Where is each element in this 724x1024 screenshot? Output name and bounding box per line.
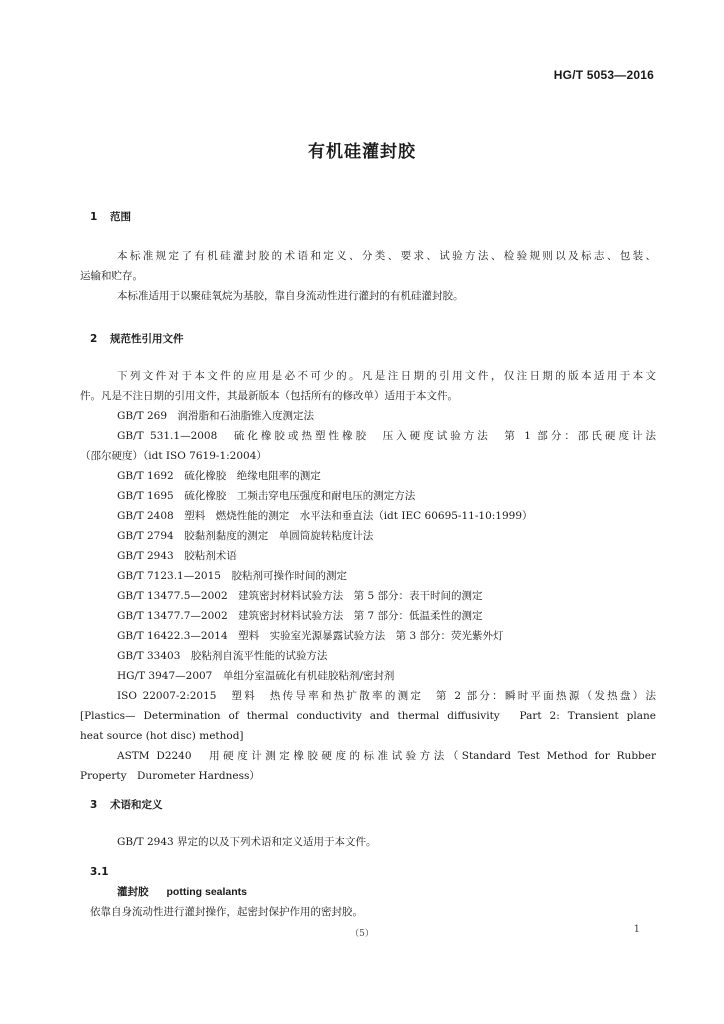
- reference-item: GB/T 13477.5—2002 建筑密封材料试验方法 第 5 部分：表干时间的测定: [117, 590, 483, 602]
- reference-item: GB/T 2943 胶粘剂术语: [117, 550, 237, 562]
- reference-item: GB/T 2408 塑料 燃烧性能的测定 水平法和垂直法（idt IEC 60695-11-10:1999）: [117, 510, 533, 522]
- footer-page-number: 1: [633, 924, 640, 935]
- reference-item: GB/T 1692 硫化橡胶 绝缘电阻率的测定: [117, 470, 321, 482]
- reference-item: GB/T 531.1—2008 硫化橡胶或热塑性橡胶 压入硬度试验方法 第 1 部分：邵氏硬度计法: [117, 430, 656, 442]
- standard-number: HG/T 5053—2016: [553, 68, 654, 82]
- reference-item: GB/T 33403 胶粘剂自流平性能的试验方法: [117, 650, 328, 662]
- section-title: 范围: [110, 211, 131, 223]
- reference-item-cont: Property Durometer Hardness）: [80, 770, 260, 782]
- reference-item: ASTM D2240 用硬度计测定橡胶硬度的标准试验方法（Standard Test Method for Rubber: [117, 750, 656, 762]
- section-1-heading: [90, 209, 131, 224]
- reference-item-cont: heat source (hot disc) method]: [80, 730, 244, 742]
- paragraph-line: 本标准规定了有机硅灌封胶的术语和定义、分类、要求、试验方法、检验规则以及标志、包装、: [117, 250, 656, 262]
- section-3-heading: [90, 797, 163, 812]
- term-entry: [90, 882, 656, 922]
- subsection-3-1-number: 3.1: [90, 866, 109, 878]
- paragraph-line: GB/T 2943 界定的以及下列术语和定义适用于本文件。: [117, 836, 377, 848]
- footer-page-label: （5）: [350, 929, 374, 939]
- document-title: 有机硅灌封胶: [308, 142, 416, 162]
- section-number: 2: [90, 333, 98, 345]
- reference-item: GB/T 2794 胶黏剂黏度的测定 单圆筒旋转粘度计法: [117, 530, 374, 542]
- reference-item-cont: （邵尔硬度）（idt ISO 7619-1:2004）: [80, 450, 267, 462]
- reference-item: ISO 22007-2:2015 塑料 热传导率和热扩散率的测定 第 2 部分：瞬时平面热源（发热盘）法: [117, 690, 656, 702]
- reference-item: GB/T 1695 硫化橡胶 工频击穿电压强度和耐电压的测定方法: [117, 490, 416, 502]
- reference-item: GB/T 16422.3—2014 塑料 实验室光源暴露试验方法 第 3 部分：荧光紫外灯: [117, 630, 504, 642]
- section-2-body: [80, 366, 656, 786]
- reference-item: GB/T 269 润滑脂和石油脂锥入度测定法: [117, 410, 315, 422]
- reference-item: HG/T 3947—2007 单组分室温硫化有机硅胶粘剂/密封剂: [117, 670, 395, 682]
- paragraph-line: 下列文件对于本文件的应用是必不可少的。凡是注日期的引用文件，仅注日期的版本适用于本文: [117, 370, 656, 382]
- term-line: [90, 882, 656, 902]
- section-title: 规范性引用文件: [110, 333, 184, 345]
- section-1-body: [80, 246, 656, 306]
- section-3-body: [90, 832, 656, 852]
- section-number: 1: [90, 211, 98, 223]
- paragraph-line: 本标准适用于以聚硅氧烷为基胶，靠自身流动性进行灌封的有机硅灌封胶。: [117, 290, 464, 302]
- section-2-heading: [90, 331, 184, 346]
- paragraph-line: 运输和贮存。: [80, 270, 143, 282]
- section-title: 术语和定义: [110, 799, 163, 811]
- reference-item: GB/T 7123.1—2015 胶粘剂可操作时间的测定: [117, 570, 347, 582]
- term-chinese: 灌封胶: [117, 886, 149, 898]
- paragraph-line: 件。凡是不注日期的引用文件，其最新版本（包括所有的修改单）适用于本文件。: [80, 390, 458, 402]
- reference-item-cont: [Plastics— Determination of thermal conductivity and thermal diffusivity Part 2: Transient plane: [80, 710, 656, 722]
- term-definition: 依靠自身流动性进行灌封操作，起密封保护作用的密封胶。: [90, 906, 363, 918]
- term-english: potting sealants: [166, 886, 248, 898]
- reference-item: GB/T 13477.7—2002 建筑密封材料试验方法 第 7 部分：低温柔性的测定: [117, 610, 483, 622]
- section-number: 3: [90, 799, 98, 811]
